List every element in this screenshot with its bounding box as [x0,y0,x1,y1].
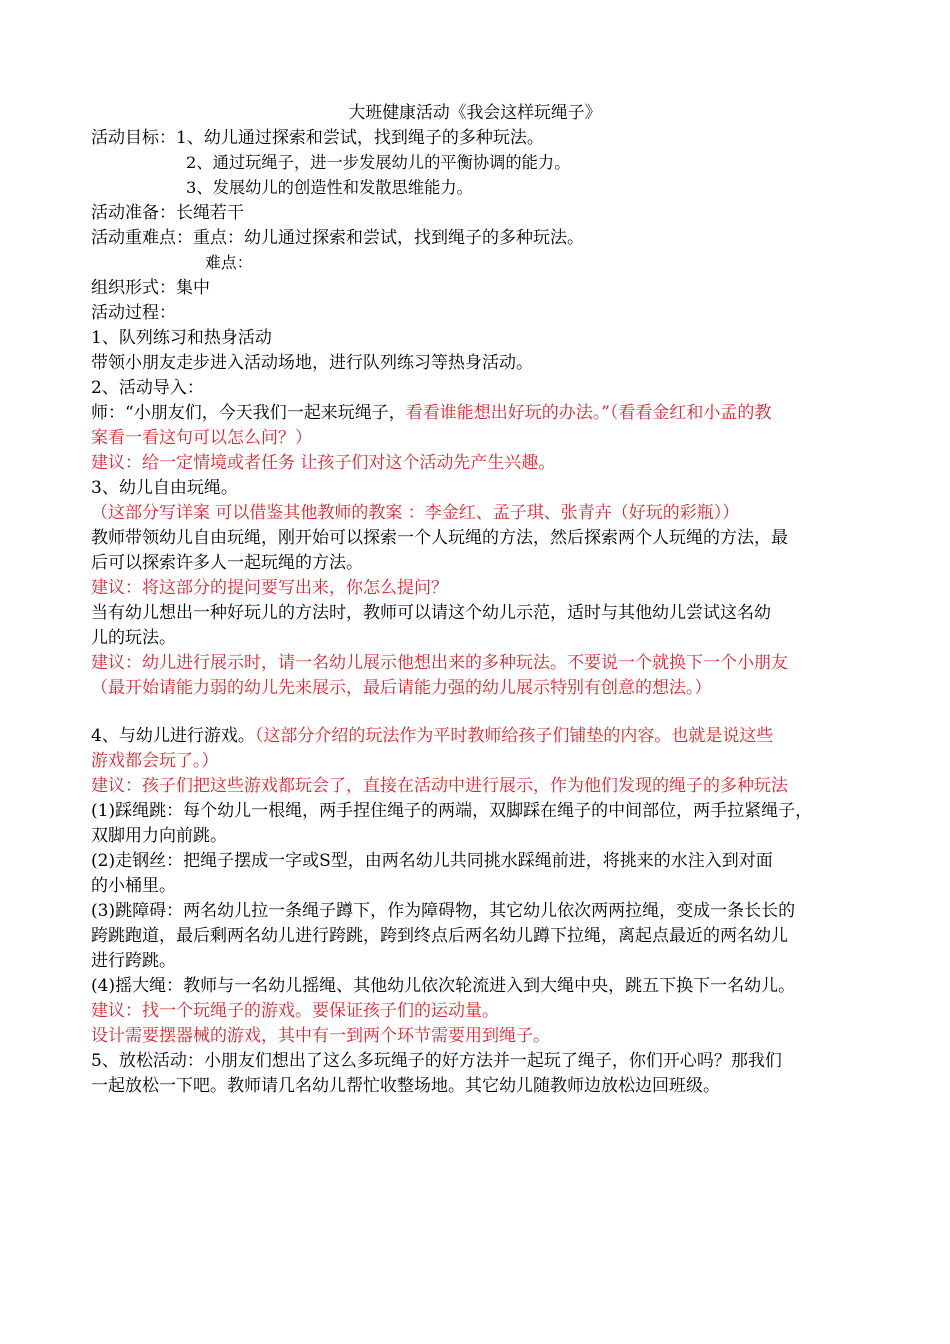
section-1-title: 1、队列练习和热身活动 [91,328,272,348]
section-3-body: 后可以探索许多人一起玩绳的方法。 [91,553,363,573]
suggestion: 建议：孩子们把这些游戏都玩会了，直接在活动中进行展示，作为他们发现的绳子的多种玩法 [91,776,788,796]
game-item: 跨跳跑道，最后剩两名幼儿进行跨跳，跨到终点后两名幼儿蹲下拉绳，离起点最近的两名幼儿 [91,926,788,946]
review-comment: （这部分介绍的玩法作为平时教师给孩子们铺垫的内容。也就是说这些 [254,726,774,746]
game-item: 双脚用力向前跳。 [91,826,227,846]
teacher-quote: 师：“小朋友们，今天我们一起来玩绳子， [91,403,406,423]
goals-line-1 [91,126,881,150]
goal-item: 1、幼儿通过探索和尝试，找到绳子的多种玩法。 [176,128,544,148]
suggestion: 建议：幼儿进行展示时，请一名幼儿展示他想出来的多种玩法。不要说一个就换下一个小朋友 [91,653,788,673]
suggestion: （最开始请能力弱的幼儿先来展示，最后请能力强的幼儿展示特别有创意的想法。） [91,678,712,698]
review-comment: 看看谁能想出好玩的办法。”（看看金红和小孟的教 [405,403,772,423]
section-5-body: 5、放松活动：小朋友们想出了这么多玩绳子的好方法并一起玩了绳子，你们开心吗？那我们 [91,1051,782,1071]
section-4-title [91,724,881,748]
suggestion: 建议：给一定情境或者任务 让孩子们对这个活动先产生兴趣。 [91,453,556,473]
section-2-title: 2、活动导入： [91,378,204,398]
suggestion: 建议：找一个玩绳子的游戏。要保证孩子们的运动量。 [91,1001,499,1021]
goal-item: 2、通过玩绳子，进一步发展幼儿的平衡协调的能力。 [186,153,571,172]
game-item: 的小桶里。 [91,876,176,896]
section-3-body: 儿的玩法。 [91,628,176,648]
review-comment: 游戏都会玩了。） [91,751,219,771]
review-comment: 案看一看这句可以怎么问？） [91,428,312,448]
review-comment: （这部分写详案 可以借鉴其他教师的教案 ：李金红、孟子琪、张青卉（好玩的彩瓶）） [91,503,740,523]
prep-line: 活动准备：长绳若干 [91,203,244,223]
game-item: (1)踩绳跳：每个幼儿一根绳，两手捏住绳子的两端，双脚踩在绳子的中间部位，两手拉紧绳子， [91,801,813,821]
section-2-line-1 [91,401,881,425]
key-points-line: 活动重难点：重点：幼儿通过探索和尝试，找到绳子的多种玩法。 [91,228,584,248]
section-3-title: 3、幼儿自由玩绳。 [91,478,238,498]
goal-item: 3、发展幼儿的创造性和发散思维能力。 [186,178,473,197]
game-item: 进行跨跳。 [91,951,176,971]
section-4-heading: 4、与幼儿进行游戏。 [91,726,255,746]
game-item: (4)摇大绳：教师与一名幼儿摇绳、其他幼儿依次轮流进入到大绳中央，跳五下换下一名幼儿。 [91,976,796,996]
game-item: (3)跳障碍：两名幼儿拉一条绳子蹲下，作为障碍物，其它幼儿依次两两拉绳，变成一条长长的 [91,901,796,921]
suggestion: 设计需要摆器械的游戏，其中有一到两个环节需要用到绳子。 [91,1026,550,1046]
section-3-body: 教师带领幼儿自由玩绳，刚开始可以探索一个人玩绳的方法，然后探索两个人玩绳的方法，最 [91,528,788,548]
document-title: 大班健康活动《我会这样玩绳子》 [348,102,602,122]
difficulty-line: 难点： [205,253,253,272]
game-item: (2)走钢丝：把绳子摆成一字或S型，由两名幼儿共同挑水踩绳前进，将挑来的水注入到对面 [91,851,773,871]
suggestion: 建议：将这部分的提问要写出来，你怎么提问？ [91,578,448,598]
section-3-body: 当有幼儿想出一种好玩儿的方法时，教师可以请这个幼儿示范，适时与其他幼儿尝试这名幼 [91,603,771,623]
goals-label: 活动目标： [91,128,176,148]
process-heading: 活动过程： [91,303,176,323]
section-1-body: 带领小朋友走步进入活动场地，进行队列练习等热身活动。 [91,353,533,373]
form-line: 组织形式：集中 [91,278,210,298]
section-5-body: 一起放松一下吧。教师请几名幼儿帮忙收整场地。其它幼儿随教师边放松边回班级。 [91,1076,720,1096]
